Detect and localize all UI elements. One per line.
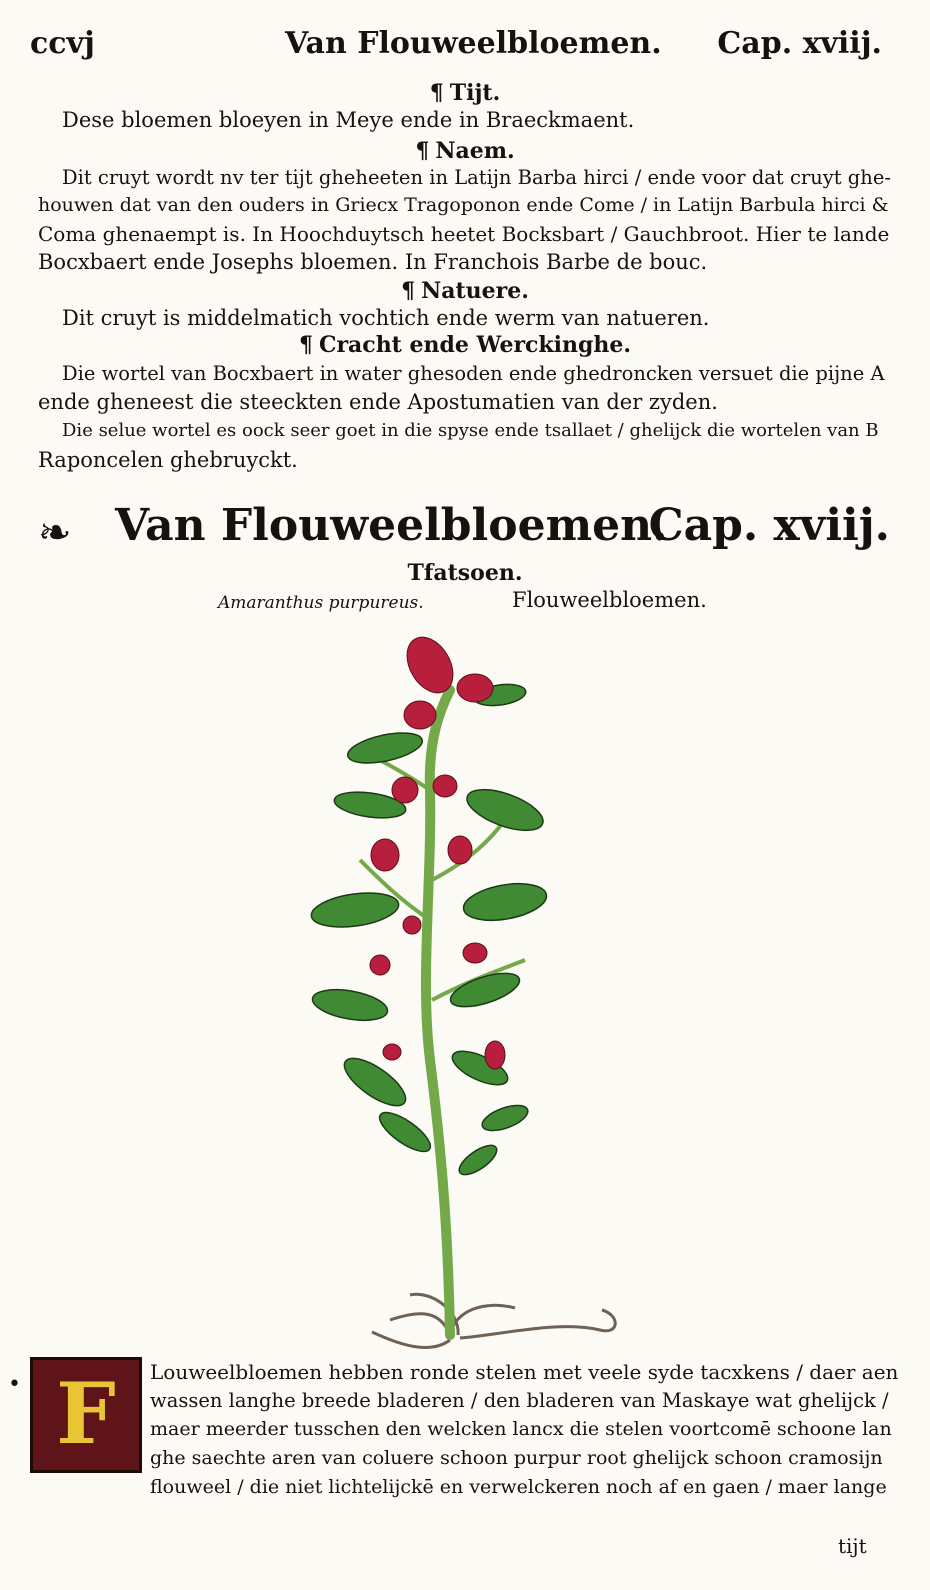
fleuron-icon: ❧ bbox=[38, 510, 72, 556]
amaranth-illustration bbox=[300, 620, 640, 1350]
running-title: Van Flouweelbloemen. bbox=[285, 26, 662, 61]
figure-caption-dutch: Flouweelbloemen. bbox=[512, 588, 707, 612]
running-head bbox=[0, 26, 930, 76]
text-line: Coma ghenaempt is. In Hoochduytsch heetet Bocksbart / Gauchbroot. Hier te lande bbox=[38, 222, 890, 246]
chapter-title: Van Flouweelbloemen. bbox=[115, 500, 668, 551]
body-line: maer meerder tusschen den welcken lancx die stelen voortcomē schoone lan bbox=[150, 1418, 892, 1440]
text-line: Die wortel van Bocxbaert in water ghesoden ende ghedroncken versuet die pijne A bbox=[62, 362, 885, 385]
decorated-initial bbox=[30, 1357, 142, 1473]
section-heading-tijt: ¶ Tijt. bbox=[0, 80, 930, 106]
text-line: Raponcelen ghebruyckt. bbox=[38, 448, 298, 472]
page-number: ccvj bbox=[30, 26, 95, 61]
section-heading-cracht: ¶ Cracht ende Werckinghe. bbox=[0, 332, 930, 358]
chapter-number: Cap. xviij. bbox=[648, 500, 890, 551]
section-heading-natuere: ¶ Natuere. bbox=[0, 278, 930, 304]
text-line: Bocxbaert ende Josephs bloemen. In Franchois Barbe de bouc. bbox=[38, 250, 708, 274]
catchword: tijt bbox=[838, 1534, 867, 1558]
running-chapter: Cap. xviij. bbox=[717, 26, 882, 61]
text-line: Dit cruyt is middelmatich vochtich ende werm van natueren. bbox=[62, 306, 710, 330]
text-line: Die selue wortel es oock seer goet in die spyse ende tsallaet / ghelijck die wortelen van B bbox=[62, 420, 879, 441]
text-line: houwen dat van den ouders in Griecx Tragoponon ende Come / in Latijn Barbula hirci & bbox=[38, 194, 889, 216]
body-line: ghe saechte aren van coluere schoon purpur root ghelijck schoon cramosijn bbox=[150, 1447, 883, 1469]
body-line: wassen langhe breede bladeren / den bladeren van Maskaye wat ghelijck / bbox=[150, 1389, 889, 1412]
text-line: ende gheneest die steeckten ende Apostumatien van der zyden. bbox=[38, 390, 718, 414]
chapter-header bbox=[30, 500, 900, 560]
figure-caption-latin: Amaranthus purpureus. bbox=[218, 593, 424, 613]
margin-mark: • bbox=[8, 1372, 21, 1397]
text-line: Dese bloemen bloeyen in Meye ende in Braeckmaent. bbox=[62, 108, 635, 132]
section-heading-naem: ¶ Naem. bbox=[0, 138, 930, 164]
text-line: Dit cruyt wordt nv ter tijt gheheeten in Latijn Barba hirci / ende voor dat cruyt ghe- bbox=[62, 166, 891, 189]
initial-letter: F bbox=[56, 1364, 116, 1463]
body-line: Louweelbloemen hebben ronde stelen met veele syde tacxkens / daer aen bbox=[150, 1360, 899, 1384]
figure-heading: Tfatsoen. bbox=[407, 560, 523, 586]
body-line: flouweel / die niet lichtelijckē en verwelckeren noch af en gaen / maer lange bbox=[150, 1476, 887, 1498]
